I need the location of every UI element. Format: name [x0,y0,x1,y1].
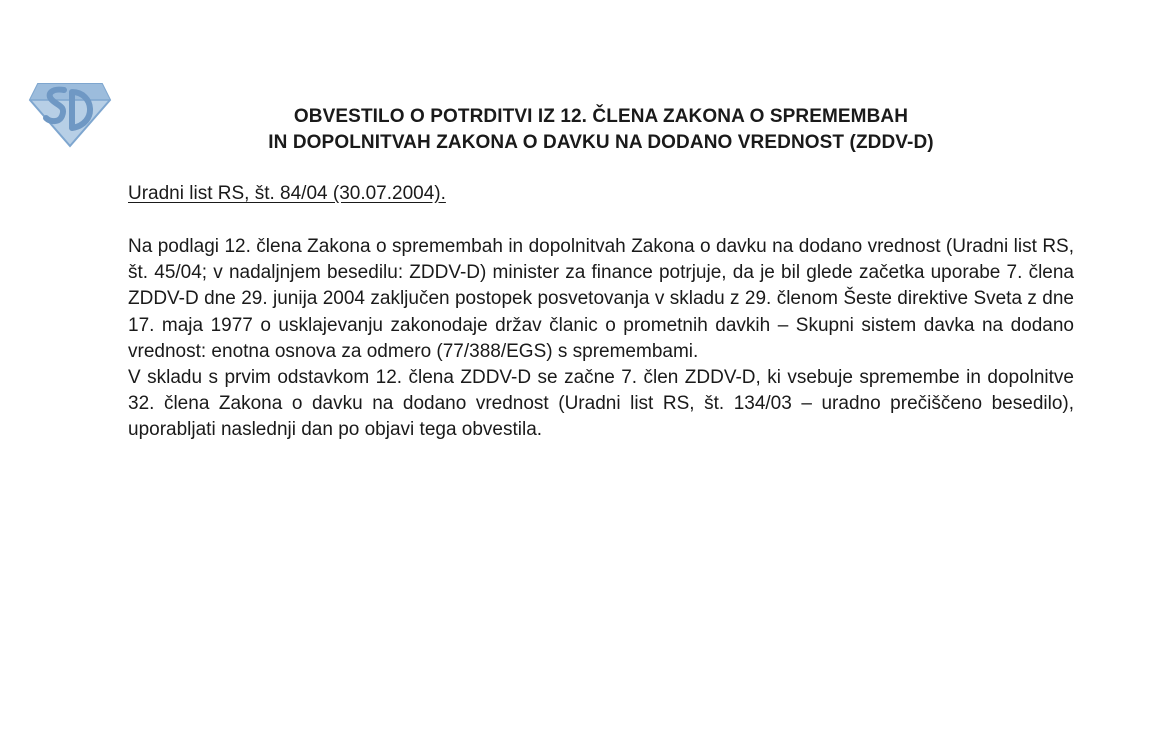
title-line-2: IN DOPOLNITVAH ZAKONA O DAVKU NA DODANO VREDNOST (ZDDV-D) [268,132,934,153]
title-line-1: OBVESTILO O POTRDITVI IZ 12. ČLENA ZAKONA O SPREMEMBAH [293,106,909,127]
gazette-reference: Uradni list RS, št. 84/04 (30.07.2004). [128,183,446,204]
document-title [130,104,1072,156]
paragraph-2: V skladu s prvim odstavkom 12. člena ZDDV-D se začne 7. člen ZDDV-D, ki vsebuje spremembe in dopolnitve 32. člena Zakona o davku na dodano vrednost (Uradni list RS, št. 134/03 – uradno prečiščeno besedilo), uporabljati naslednji dan po objavi tega obvestila. [128,367,1074,441]
paragraph-1: Na podlagi 12. člena Zakona o spremembah in dopolnitvah Zakona o davku na dodano vrednost (Uradni list RS, št. 45/04; v nadaljnjem besedilu: ZDDV-D) minister za finance potrjuje, da je bil glede začetka uporabe 7. člena ZDDV-D dne 29. junija 2004 zaključen postopek posvetovanja v skladu z 29. členom Šeste direktive Sveta z dne 17. maja 1977 o usklajevanju zakonodaje držav članic o prometnih davkih – Skupni sistem davka na dodano vrednost: enotna osnova za odmero (77/388/EGS) s spremembami. [128,236,1074,362]
document-body [128,234,1074,444]
sd-logo-icon [28,78,112,148]
